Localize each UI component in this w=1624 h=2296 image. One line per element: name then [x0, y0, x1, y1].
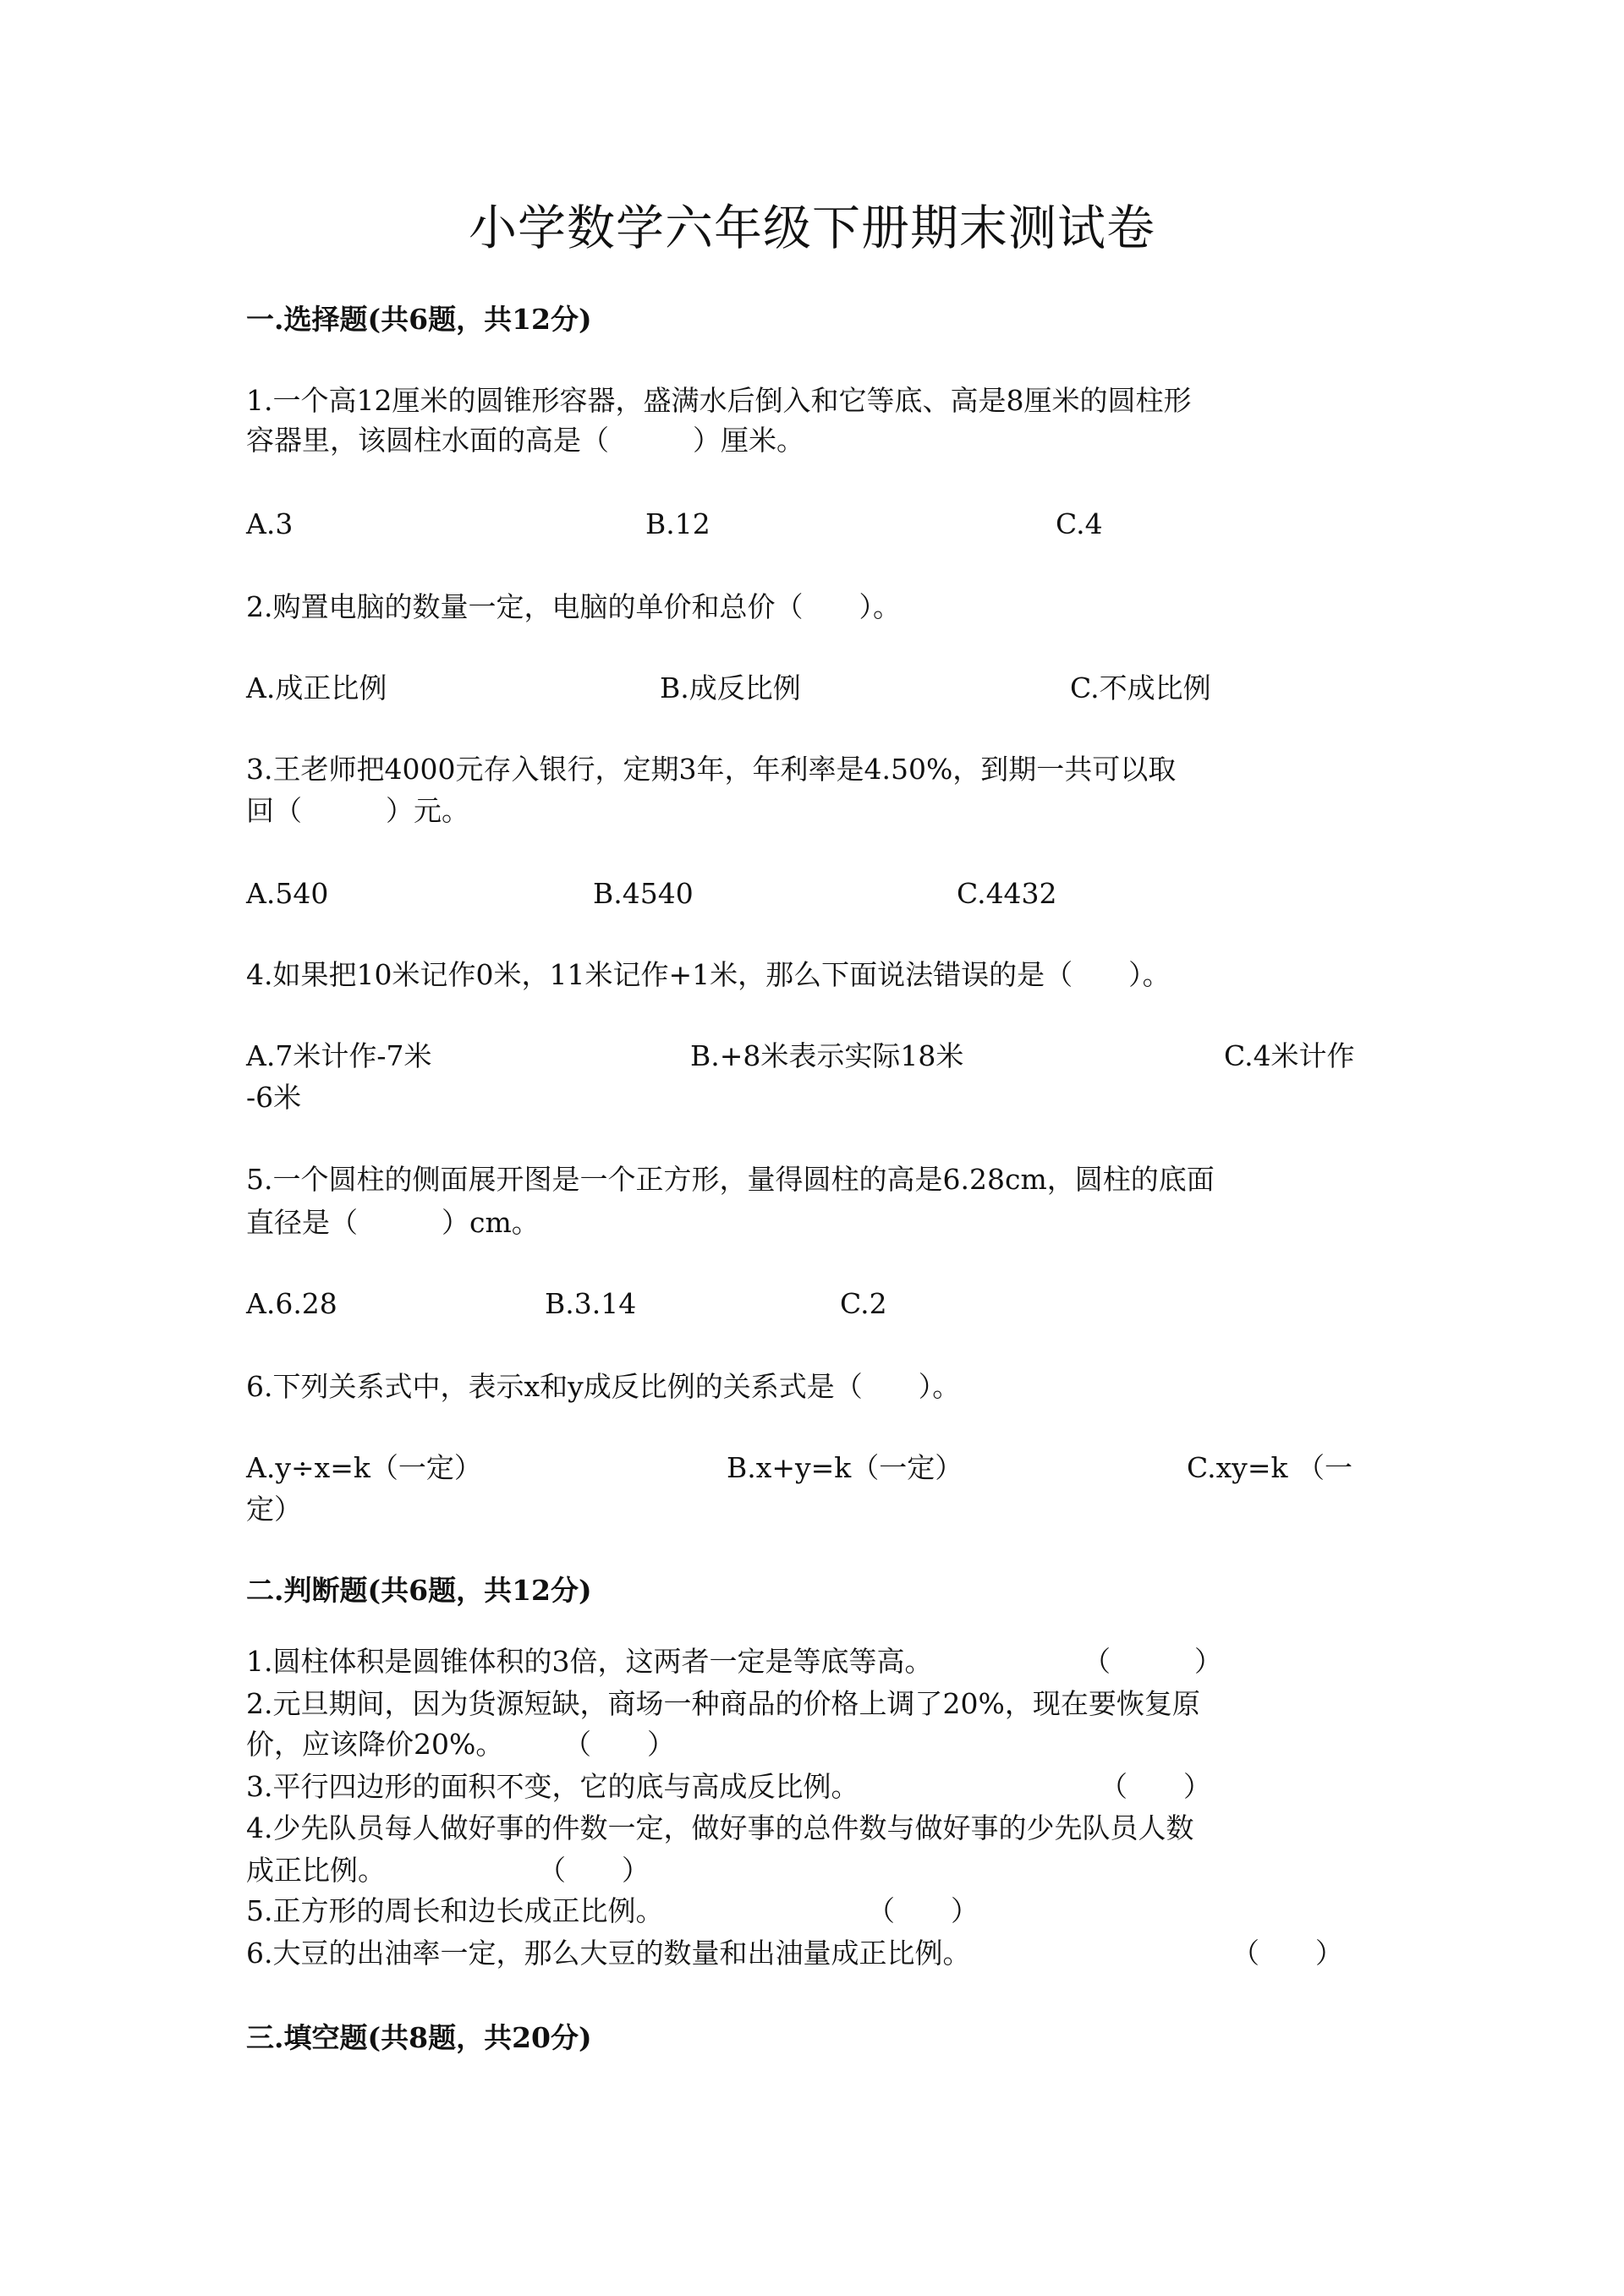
judgment-6-answer-blank[interactable]: （ ）: [1232, 1937, 1343, 1970]
judgment-5-line-1: 5.正方形的周长和边长成正比例。: [246, 1894, 664, 1927]
section-header-fill-in: 三.填空题(共8题，共20分): [246, 2021, 592, 2054]
question-5-option-b: B.3.14: [545, 1287, 637, 1320]
judgment-4-answer-blank[interactable]: （ ）: [538, 1854, 650, 1887]
question-6-option-c: C.xy=k （一: [1187, 1451, 1352, 1484]
judgment-5-answer-blank[interactable]: （ ）: [867, 1894, 979, 1927]
section-header-choice: 一.选择题(共6题，共12分): [246, 303, 592, 336]
question-5-line-1: 5.一个圆柱的侧面展开图是一个正方形，量得圆柱的高是6.28cm，圆柱的底面: [246, 1163, 1215, 1196]
section-header-judgment: 二.判断题(共6题，共12分): [246, 1574, 592, 1607]
question-1-option-b: B.12: [645, 507, 710, 540]
judgment-2-answer-blank[interactable]: （ ）: [563, 1728, 675, 1761]
question-5-line-2: 直径是（ ）cm。: [246, 1206, 540, 1239]
question-5-option-a: A.6.28: [246, 1287, 337, 1320]
judgment-3-line-1: 3.平行四边形的面积不变，它的底与高成反比例。: [246, 1770, 859, 1803]
question-3-line-2: 回（ ）元。: [246, 794, 469, 827]
question-2-line-1: 2.购置电脑的数量一定，电脑的单价和总价（ ）。: [246, 590, 901, 623]
judgment-4-line-1: 4.少先队员每人做好事的件数一定，做好事的总件数与做好事的少先队员人数: [246, 1811, 1194, 1844]
judgment-4-line-2: 成正比例。: [246, 1854, 386, 1887]
question-2-option-c: C.不成比例: [1070, 671, 1211, 704]
page-title: 小学数学六年级下册期末测试卷: [469, 200, 1155, 256]
judgment-2-line-2: 价，应该降价20%。: [246, 1728, 504, 1761]
question-1-line-1: 1.一个高12厘米的圆锥形容器，盛满水后倒入和它等底、高是8厘米的圆柱形: [246, 384, 1192, 417]
question-4-option-b: B.+8米表示实际18米: [690, 1039, 964, 1072]
judgment-1-answer-blank[interactable]: （ ）: [1083, 1645, 1222, 1678]
judgment-2-line-1: 2.元旦期间，因为货源短缺，商场一种商品的价格上调了20%，现在要恢复原: [246, 1687, 1200, 1720]
question-2-option-b: B.成反比例: [660, 671, 801, 704]
question-3-option-a: A.540: [246, 877, 329, 910]
question-3-option-c: C.4432: [957, 877, 1057, 910]
question-4-option-c: C.4米计作: [1224, 1039, 1355, 1072]
question-3-line-1: 3.王老师把4000元存入银行，定期3年，年利率是4.50%，到期一共可以取: [246, 753, 1177, 786]
question-6-option-c-wrap: 定）: [246, 1493, 302, 1526]
question-5-option-c: C.2: [840, 1287, 887, 1320]
judgment-6-line-1: 6.大豆的出油率一定，那么大豆的数量和出油量成正比例。: [246, 1937, 971, 1970]
question-4-line-1: 4.如果把10米记作0米，11米记作+1米，那么下面说法错误的是（ ）。: [246, 958, 1171, 991]
question-4-option-a: A.7米计作-7米: [246, 1039, 432, 1072]
question-4-option-c-wrap: -6米: [246, 1081, 302, 1114]
question-1-line-2: 容器里，该圆柱水面的高是（ ）厘米。: [246, 424, 804, 457]
question-6-option-a: A.y÷x=k（一定）: [246, 1451, 482, 1484]
question-6-option-b: B.x+y=k（一定）: [727, 1451, 963, 1484]
judgment-3-answer-blank[interactable]: （ ）: [1100, 1770, 1211, 1803]
question-2-option-a: A.成正比例: [246, 671, 387, 704]
question-6-line-1: 6.下列关系式中，表示x和y成反比例的关系式是（ ）。: [246, 1370, 961, 1403]
judgment-1-line-1: 1.圆柱体积是圆锥体积的3倍，这两者一定是等底等高。: [246, 1645, 933, 1678]
question-3-option-b: B.4540: [593, 877, 694, 910]
question-1-option-c: C.4: [1056, 507, 1103, 540]
question-1-option-a: A.3: [246, 507, 294, 540]
